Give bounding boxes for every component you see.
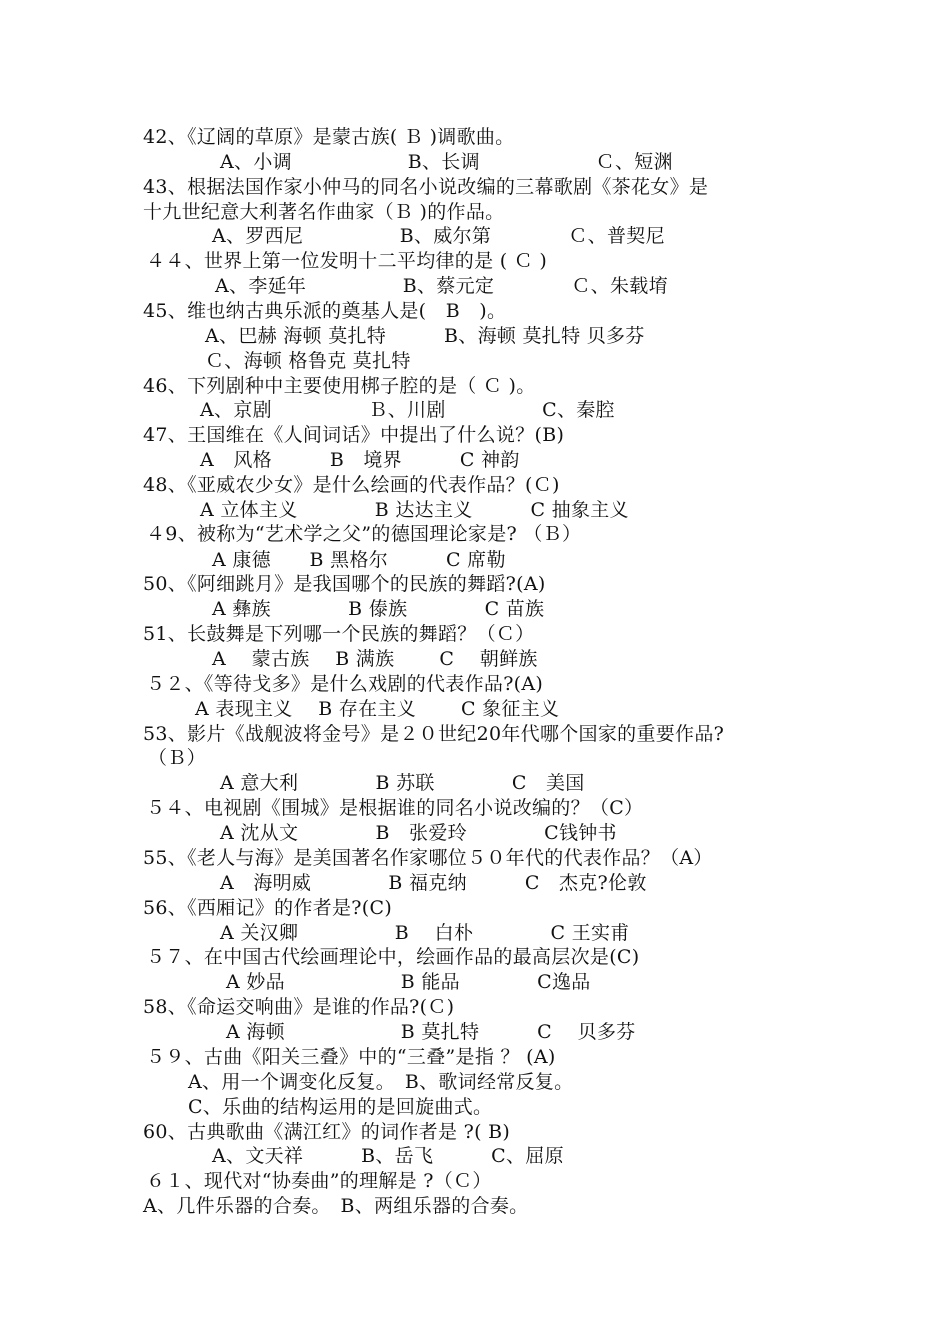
options-59-cont: C、乐曲的结构运用的是回旋曲式。 (188, 1096, 493, 1118)
question-48: 48、《亚威农少女》是什么绘画的代表作品？(Ｃ) (143, 474, 560, 496)
options-49: A 康德 B 黑格尔 C 席勒 (212, 549, 506, 571)
question-47: 47、王国维在《人间词话》中提出了什么说？(B) (143, 424, 565, 446)
options-48: A 立体主义 B 达达主义 C 抽象主义 (200, 499, 629, 521)
question-60: 60、古典歌曲《满江红》的词作者是 ?( B) (143, 1121, 511, 1143)
options-53: A 意大利 B 苏联 C 美国 (220, 772, 585, 794)
question-46: 46、下列剧种中主要使用梆子腔的是（ Ｃ )。 (143, 375, 536, 397)
question-57: ５７、在中国古代绘画理论中，绘画作品的最高层次是(C) (146, 946, 640, 968)
options-52: A 表现主义 B 存在主义 C 象征主义 (195, 698, 560, 720)
options-61: A、几件乐器的合奏。 B、两组乐器的合奏。 (143, 1195, 529, 1217)
options-45-cont: Ｃ、海顿 格鲁克 莫扎特 (205, 350, 411, 372)
question-43-cont: 十九世纪意大利著名作曲家（Ｂ )的作品。 (143, 201, 505, 223)
options-59: A、用一个调变化反复。 B、歌词经常反复。 (188, 1071, 574, 1093)
question-43: 43、根据法国作家小仲马的同名小说改编的三幕歌剧《茶花女》是 (143, 176, 709, 198)
question-52: ５２、《等待戈多》是什么戏剧的代表作品?(A) (146, 673, 544, 695)
options-58: A 海顿 B 莫扎特 C 贝多芬 (226, 1021, 636, 1043)
options-60: A、文天祥 B、岳飞 C、屈原 (212, 1145, 564, 1167)
options-42: A、小调 B、长调 Ｃ、短渊 (220, 151, 673, 173)
question-59: ５９、古曲《阳关三叠》中的“三叠”是指 ？ (A) (146, 1046, 556, 1068)
options-47: A 风格 B 境界 C 神韵 (200, 449, 520, 471)
question-42: 42、《辽阔的草原》是蒙古族( Ｂ )调歌曲。 (143, 126, 515, 148)
question-49: ４9、被称为“艺术学之父”的德国理论家是? （Ｂ） (146, 523, 582, 545)
options-46: A、京剧 Ｂ、川剧 C、秦腔 (200, 399, 615, 421)
question-45: 45、维也纳古典乐派的奠基人是( B )。 (143, 300, 507, 322)
options-45: A、巴赫 海顿 莫扎特 B、海顿 莫扎特 贝多芬 (205, 325, 645, 347)
options-50: A 彝族 B 傣族 C 苗族 (212, 598, 545, 620)
question-53: 53、影片《战舰波将金号》是２０世纪20年代哪个国家的重要作品? (143, 723, 725, 745)
options-56: A 关汉卿 B 白朴 C 王实甫 (220, 922, 630, 944)
options-44: A、李延年 B、蔡元定 Ｃ、朱载堉 (215, 275, 668, 297)
question-51: 51、长鼓舞是下列哪一个民族的舞蹈？（Ｃ） (143, 623, 535, 645)
question-58: 58、《命运交响曲》是谁的作品?(Ｃ) (143, 996, 455, 1018)
question-55: 55、《老人与海》是美国著名作家哪位５０年代的代表作品？（A） (143, 847, 713, 869)
answer-53: （Ｂ） (148, 747, 206, 769)
question-61: ６１、现代对“协奏曲”的理解是 ?（Ｃ） (146, 1170, 492, 1192)
options-43: A、罗西尼 B、威尔第 Ｃ、普契尼 (212, 225, 665, 247)
question-56: 56、《西厢记》的作者是?(C) (143, 897, 393, 919)
options-55: A 海明威 B 福克纳 C 杰克?伦敦 (220, 872, 647, 894)
question-50: 50、《阿细跳月》是我国哪个的民族的舞蹈?(A) (143, 573, 546, 595)
question-54: ５４、电视剧《围城》是根据谁的同名小说改编的？（C） (146, 797, 644, 819)
question-44: ４４、世界上第一位发明十二平均律的是 ( Ｃ ) (146, 250, 548, 272)
options-51: A 蒙古族 B 满族 C 朝鲜族 (212, 648, 538, 670)
options-54: A 沈从文 B 张爱玲 C钱钟书 (220, 822, 617, 844)
options-57: A 妙品 B 能品 C逸品 (226, 971, 591, 993)
